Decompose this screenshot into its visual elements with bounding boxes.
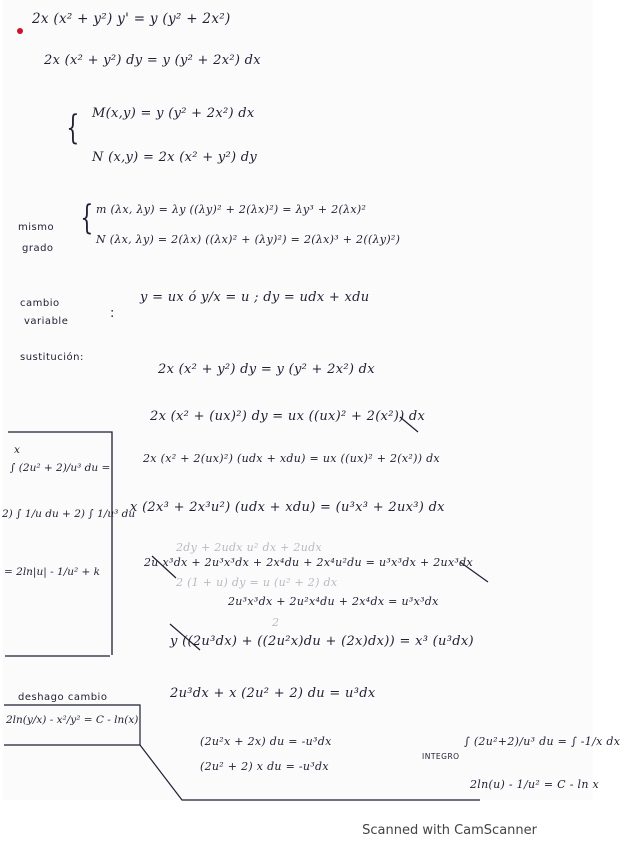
footer (0, 812, 599, 848)
brace-icon: { (80, 198, 94, 238)
equation-line-3: M(x,y) = y (y² + 2x²) dx (92, 106, 255, 121)
equation-line-6: N (λx, λy) = 2(λx) ((λx)² + (λy)²) = 2(λx)³ + 2((λy)²) (96, 233, 401, 246)
label-colon: : (110, 306, 115, 321)
equation-line-4: N (x,y) = 2x (x² + y²) dy (92, 150, 258, 165)
equation-line-11: x (2x³ + 2x³u²) (udx + xdu) = (u³x³ + 2ux³) dx (130, 500, 445, 515)
equation-line-7: y = ux ó y/x = u ; dy = udx + xdu (140, 290, 370, 305)
label-mismo: mismo (18, 222, 55, 233)
equation-line-8: 2x (x² + y²) dy = y (y² + 2x²) dx (158, 362, 375, 377)
integral-right: ∫ (2u²+2)/u³ du = ∫ -1/x dx (464, 735, 620, 748)
equation-line-10: 2x (x² + 2(ux)²) (udx + xdu) = ux ((ux)² + 2(x²)) dx (143, 452, 440, 465)
label-grado: grado (22, 243, 54, 254)
equation-line-17: (2u² + 2) x du = -u³dx (200, 760, 329, 773)
side-work-result: = 2ln|u| - 1/u² + k (4, 566, 101, 578)
equation-line-16: (2u²x + 2x) du = -u³dx (200, 735, 332, 748)
final-answer: 2ln(y/x) - x²/y² = C - ln(x) (6, 714, 139, 726)
brace-icon: { (66, 108, 80, 148)
label-sustitucion: sustitución: (20, 352, 84, 363)
equation-line-13: 2u³x³dx + 2u²x⁴du + 2x⁴dx = u³x³dx (228, 595, 439, 608)
label-variable: variable (24, 316, 69, 327)
label-deshago: deshago cambio (18, 692, 108, 703)
faint-work-3: 2 (272, 616, 280, 629)
label-cambio: cambio (20, 298, 60, 309)
scanner-watermark: Scanned with CamScanner (362, 822, 537, 838)
equation-line-12: 2u x³dx + 2u³x³dx + 2x⁴du + 2x⁴u²du = u³x³dx + 2ux³dx (144, 556, 474, 569)
side-work-x: x (14, 444, 20, 456)
faint-work-1: 2dy + 2udx u² dx + 2udx (176, 541, 322, 554)
side-work-integral: ∫ (2u² + 2)/u³ du = (10, 462, 111, 474)
equation-line-9: 2x (x² + (ux)²) dy = ux ((ux)² + 2(x²)) dx (150, 409, 426, 424)
label-integro: INTEGRO (422, 752, 460, 761)
faint-work-2: 2 (1 + u) dy = u (u² + 2) dx (176, 576, 338, 589)
equation-line-1: 2x (x² + y²) y' = y (y² + 2x²) (32, 11, 231, 27)
equation-line-5: m (λx, λy) = λy ((λy)² + 2(λx)²) = λy³ + 2(λx)² (96, 203, 367, 216)
result-right: 2ln(u) - 1/u² = C - ln x (470, 778, 600, 791)
bullet-dot (17, 28, 23, 34)
side-work-split: 2) ∫ 1/u du + 2) ∫ 1/u³ du (2, 508, 136, 520)
equation-line-15: 2u³dx + x (2u² + 2) du = u³dx (170, 686, 376, 701)
equation-line-2: 2x (x² + y²) dy = y (y² + 2x²) dx (44, 53, 261, 68)
equation-line-14: y ((2u³dx) + ((2u²x)du + (2x)dx)) = x³ (u³dx) (170, 634, 474, 649)
